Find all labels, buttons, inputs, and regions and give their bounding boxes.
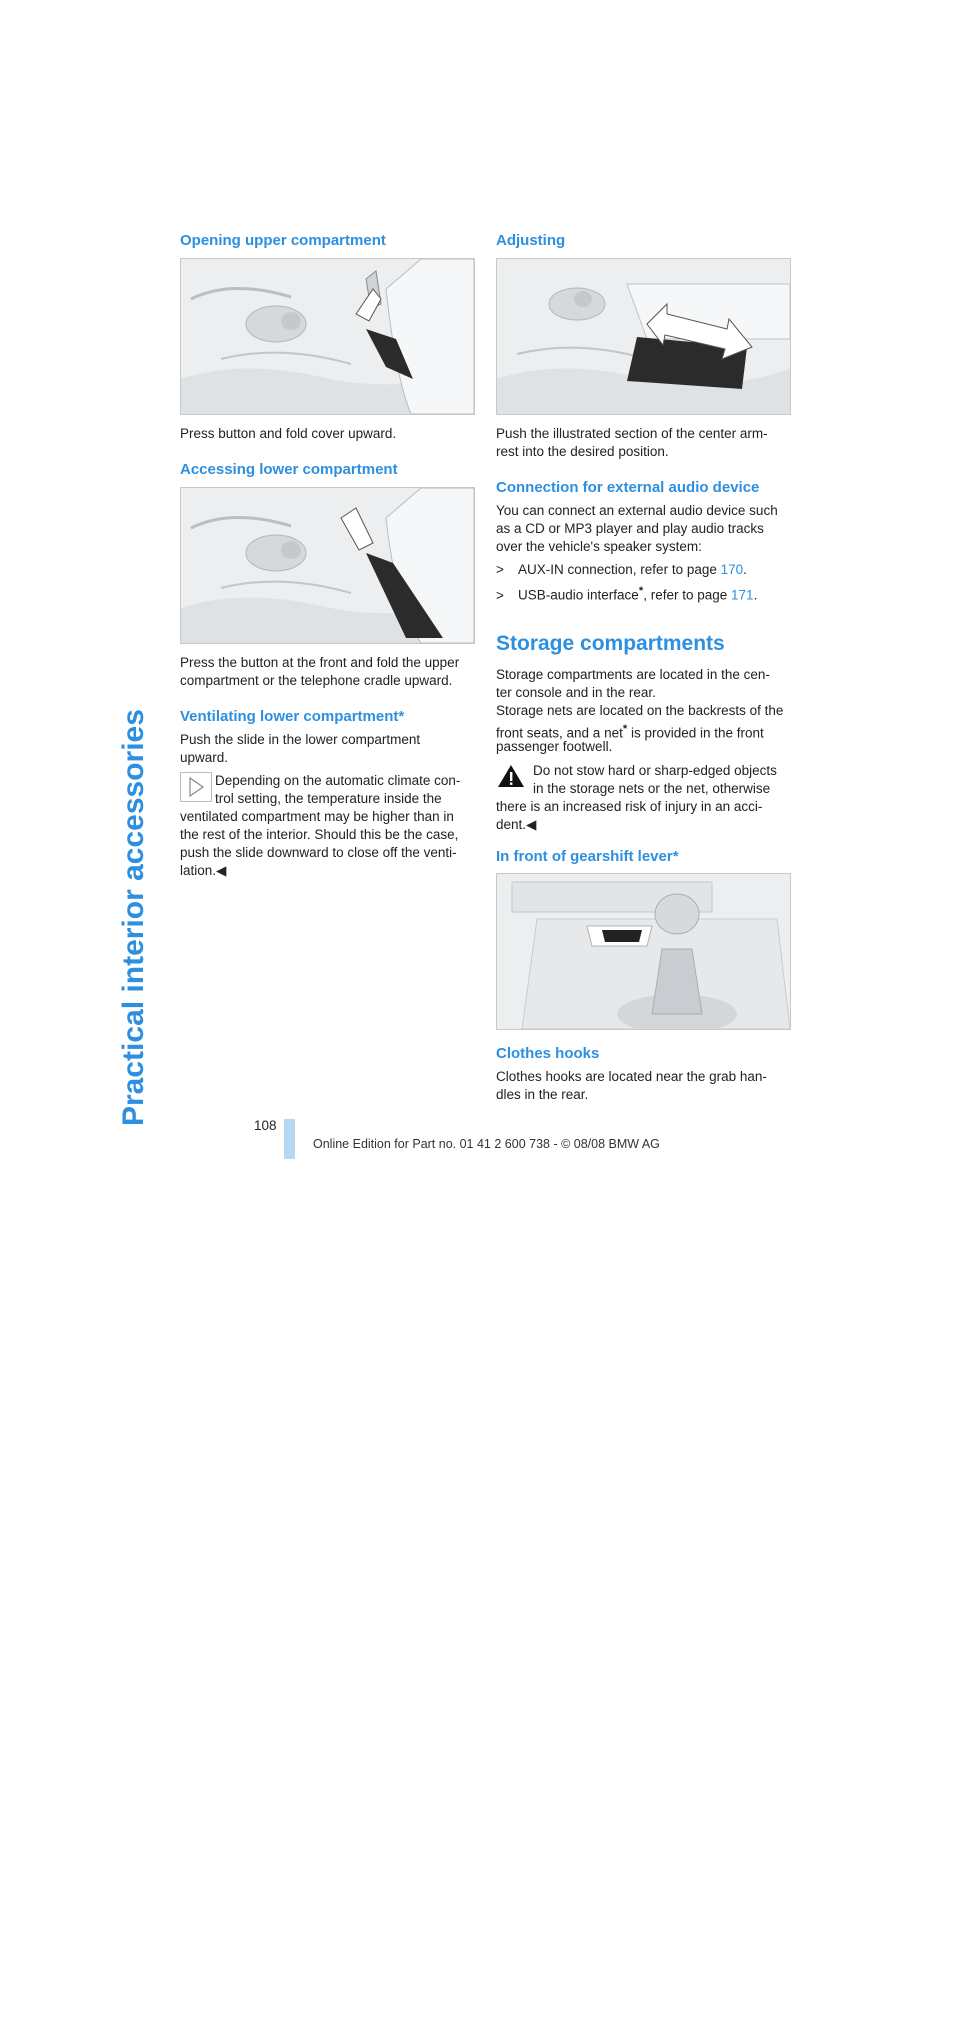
note-line-2: trol setting, the temperature inside the xyxy=(215,791,442,806)
text-store-1: Storage compartments are located in the cen- xyxy=(496,667,770,682)
text-adjusting-2: rest into the desired position. xyxy=(496,444,669,459)
note-line-4: the rest of the interior. Should this be the case, xyxy=(180,827,459,842)
page-number: 108 xyxy=(254,1118,277,1133)
text-store-4: front seats, and a net* is provided in the front xyxy=(496,723,764,741)
text-hooks-2: dles in the rear. xyxy=(496,1087,589,1102)
illustration-gearshift xyxy=(496,873,791,1030)
heading-accessing-lower: Accessing lower compartment xyxy=(180,461,398,478)
warning-icon xyxy=(496,762,526,790)
link-page-170[interactable]: 170 xyxy=(720,562,744,577)
note-line-5: push the slide downward to close off the venti- xyxy=(180,845,457,860)
illustration-accessing-lower xyxy=(180,487,475,644)
bullet-usb-audio: > USB-audio interface*, refer to page 171. xyxy=(496,585,758,603)
warn-line-3: there is an increased risk of injury in an acci- xyxy=(496,799,763,814)
footer-accent-bar xyxy=(284,1119,295,1159)
bullet-aux-in: > AUX-IN connection, refer to page 170. xyxy=(496,562,747,577)
heading-storage-compartments: Storage compartments xyxy=(496,632,725,655)
text-store-3: Storage nets are located on the backrests of the xyxy=(496,703,784,718)
footer-edition: Online Edition for Part no. 01 41 2 600 738 - © 08/08 BMW AG xyxy=(313,1137,660,1151)
illustration-opening-upper xyxy=(180,258,475,415)
warn-line-4: dent.◀ xyxy=(496,817,537,832)
text-store-2: ter console and in the rear. xyxy=(496,685,656,700)
text-adjusting-1: Push the illustrated section of the center arm- xyxy=(496,426,768,441)
heading-ventilating-lower: Ventilating lower compartment* xyxy=(180,708,405,725)
warn-line-2: in the storage nets or the net, otherwise xyxy=(533,781,771,796)
link-page-171[interactable]: 171 xyxy=(731,587,754,603)
text-vent-1: Push the slide in the lower compartment xyxy=(180,732,421,747)
warn-line-1: Do not stow hard or sharp-edged objects xyxy=(533,763,777,778)
note-line-1: Depending on the automatic climate con- xyxy=(215,773,461,788)
heading-gearshift: In front of gearshift lever* xyxy=(496,848,679,865)
note-line-3: ventilated compartment may be higher than in xyxy=(180,809,454,824)
heading-connection: Connection for external audio device xyxy=(496,479,760,496)
text-vent-2: upward. xyxy=(180,750,229,765)
illustration-adjusting xyxy=(496,258,791,415)
text-accessing-lower-1: Press the button at the front and fold the upper xyxy=(180,655,460,670)
text-hooks-1: Clothes hooks are located near the grab han- xyxy=(496,1069,767,1084)
text-conn-1: You can connect an external audio device such xyxy=(496,503,778,518)
side-title: Practical interior accessories xyxy=(117,709,150,1126)
heading-clothes-hooks: Clothes hooks xyxy=(496,1045,600,1062)
heading-adjusting: Adjusting xyxy=(496,232,566,249)
text-store-5: passenger footwell. xyxy=(496,739,613,754)
heading-opening-upper: Opening upper compartment xyxy=(180,232,386,249)
text-conn-2: as a CD or MP3 player and play audio tracks xyxy=(496,521,764,536)
note-icon xyxy=(180,772,212,802)
text-opening-upper: Press button and fold cover upward. xyxy=(180,426,397,441)
text-accessing-lower-2: compartment or the telephone cradle upward. xyxy=(180,673,453,688)
text-conn-3: over the vehicle's speaker system: xyxy=(496,539,702,554)
note-line-6: lation.◀ xyxy=(180,863,227,878)
